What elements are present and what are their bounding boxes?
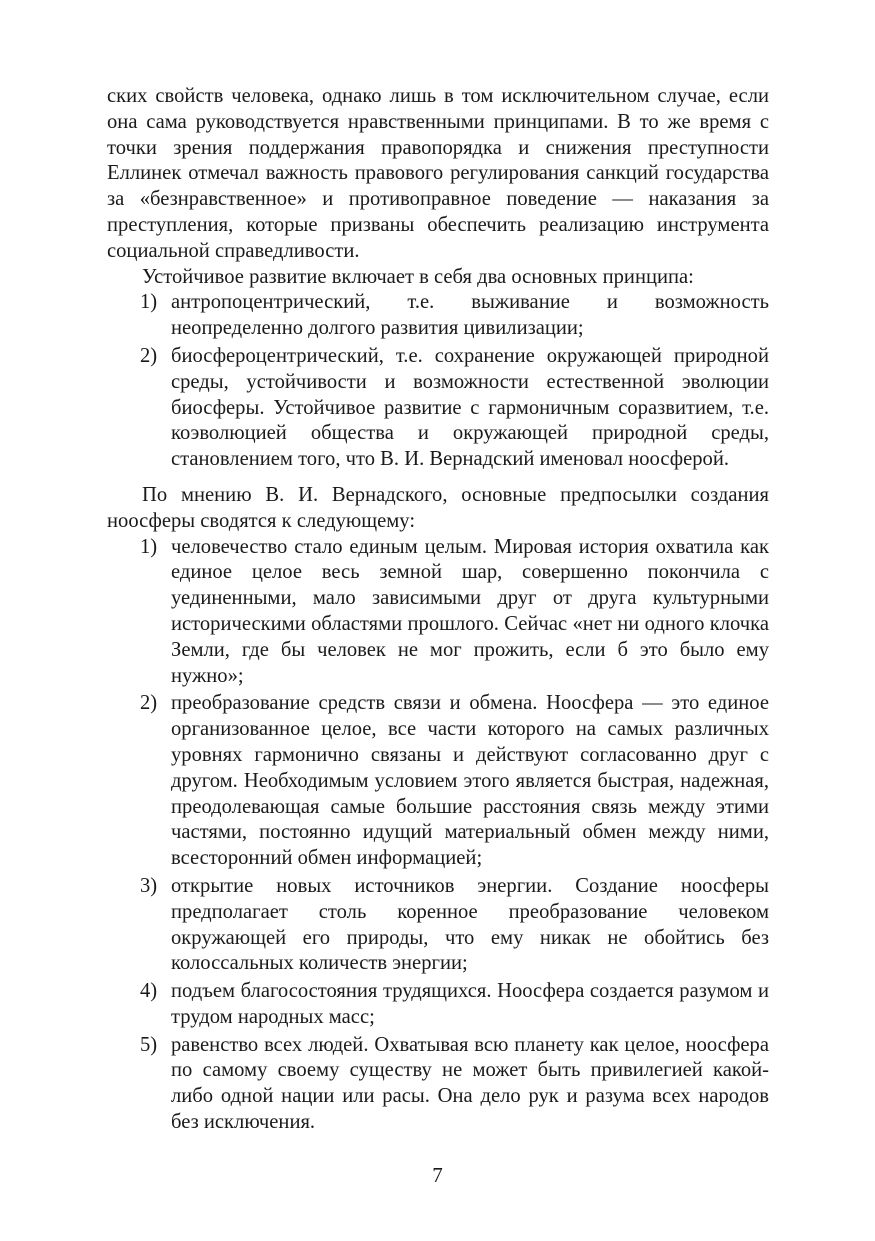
list-item-text: человечество стало единым целым. Мировая история охватила как единое целое весь земной шар, совершенно покончила с уединенными, мало зависимыми друг от друга культурными историческими областями прошлого. Сейчас «нет ни одного клочка Земли, где бы человек не мог прожить, если б это было ему нужно»; <box>171 535 769 687</box>
list-item-number: 2) <box>140 692 158 715</box>
list-item-text: подъем благосостояния трудящихся. Ноосфера создается разумом и трудом народных масс; <box>171 980 769 1028</box>
list-item-text: открытие новых источников энергии. Создание ноосферы предполагает столь коренное преобразование человеком окружающей его природы, что ему никак не обойтись без колоссальных количеств энергии; <box>171 874 769 975</box>
list-item-text: биосфероцентрический, т.е. сохранение окружающей природной среды, устойчивости и возможности естественной эволюции биосферы. Устойчивое развитие с гармоничным соразвитием, т.е. коэволюцией общества и окружающей природной среды, становлением того, что В. И. Вернадский именовал ноосферой. <box>171 344 769 471</box>
list-item-text: равенство всех людей. Охватывая всю планету как целое, ноосфера по самому своему существу не может быть привилегией какой-либо одной нации или расы. Она дело рук и разума всех народов без исключения. <box>171 1033 769 1134</box>
list-item <box>107 691 769 872</box>
list-item <box>107 535 769 690</box>
list-item-number: 5) <box>140 1033 158 1056</box>
paragraph-principles-intro: Устойчивое развитие включает в себя два основных принципа: <box>142 265 694 288</box>
list-item <box>107 874 769 977</box>
list-item <box>107 979 769 1031</box>
paragraph-vernadsky-intro: По мнению В. И. Вернадского, основные предпосылки создания ноосферы сводятся к следующему: <box>107 483 769 532</box>
list-item <box>107 290 769 342</box>
list-item-number: 1) <box>140 291 158 314</box>
list-item-text: антропоцентрический, т.е. выживание и возможность неопределенно долгого развития цивилизации; <box>171 291 769 340</box>
list-item-number: 4) <box>140 980 158 1003</box>
paragraph-continuation: ских свойств человека, однако лишь в том исключительном случае, если она сама руководствуется нравственными принципами. В то же время с точки зрения поддержания правопорядка и снижения преступности Еллинек отмечал важность правового регулирования санкций государства за «безнравственное» и противоправное поведение — наказания за преступления, которые призваны обеспечить реализацию инструмента социальной справедливости. <box>107 85 769 262</box>
noosphere-prerequisites-list <box>107 535 769 1136</box>
principles-list <box>107 290 769 473</box>
list-item-number: 2) <box>140 344 158 367</box>
list-item-text: преобразование средств связи и обмена. Ноосфера — это единое организованное целое, все части которого на самых различных уровнях гармонично связаны и действуют согласованно друг с другом. Необходимым условием этого является быстрая, надежная, преодолевающая самые большие расстояния связь между этими частями, постоянно идущий материальный обмен между ними, всесторонний обмен информацией; <box>171 692 769 870</box>
page-number: 7 <box>432 1163 443 1187</box>
list-item <box>107 344 769 473</box>
list-item-number: 1) <box>140 535 158 558</box>
list-item <box>107 1033 769 1136</box>
list-item-number: 3) <box>140 874 158 897</box>
page-body <box>107 84 769 1138</box>
